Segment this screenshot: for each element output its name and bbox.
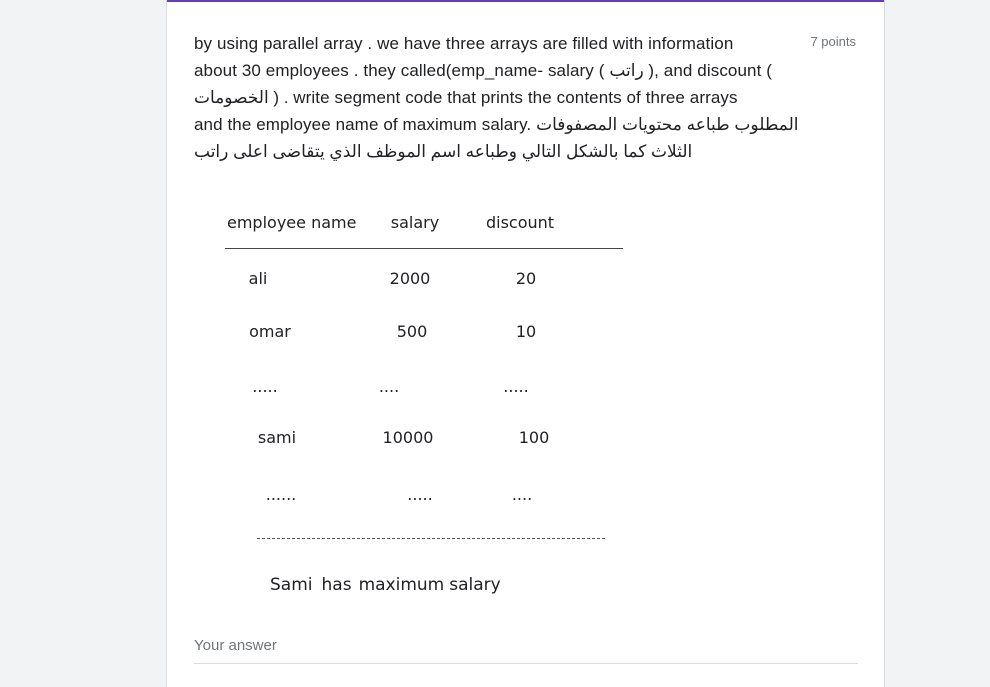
cell-salary: 10000 xyxy=(382,428,434,447)
cell-name: ..... xyxy=(252,377,278,396)
question-line: by using parallel array . we have three arrays are filled with information xyxy=(194,34,734,53)
question-line: and the employee name of maximum salary. المطلوب طباعه محتويات المصفوفات xyxy=(194,115,799,134)
question-card xyxy=(166,0,885,687)
header-discount: discount xyxy=(485,213,555,232)
question-line: about 30 employees . they called(emp_name- salary ( راتب ), and discount ( xyxy=(194,61,772,80)
cell-discount: 20 xyxy=(515,269,537,288)
cell-name: ali xyxy=(248,269,268,288)
header-salary: salary xyxy=(390,213,440,232)
result-line xyxy=(270,575,501,595)
cell-discount: 10 xyxy=(515,322,537,341)
cell-salary: .... xyxy=(378,377,400,396)
question-line: الخصومات ) . write segment code that prints the contents of three arrays xyxy=(194,88,738,107)
cell-salary: 2000 xyxy=(389,269,431,288)
cell-name: sami xyxy=(257,428,297,447)
points-label: 7 points xyxy=(810,34,856,49)
result-word: maximum xyxy=(358,575,445,595)
result-word: salary xyxy=(449,575,501,595)
dashed-divider xyxy=(257,538,605,539)
cell-discount: 100 xyxy=(518,428,550,447)
example-output-image xyxy=(167,0,884,687)
cell-discount: ..... xyxy=(503,377,529,396)
result-word: has xyxy=(321,575,352,595)
cell-salary: ..... xyxy=(407,485,433,504)
question-line: الثلاث كما بالشكل التالي وطباعه اسم الموظف الذي يتقاضى اعلى راتب xyxy=(194,142,693,161)
result-word: Sami xyxy=(270,575,313,595)
answer-input[interactable]: Your answer xyxy=(194,636,858,664)
cell-discount: .... xyxy=(511,485,533,504)
cell-name: ...... xyxy=(265,485,297,504)
cell-salary: 500 xyxy=(396,322,428,341)
header-employee-name: employee name xyxy=(227,213,357,232)
header-divider xyxy=(225,248,623,249)
cell-name: omar xyxy=(249,322,291,341)
